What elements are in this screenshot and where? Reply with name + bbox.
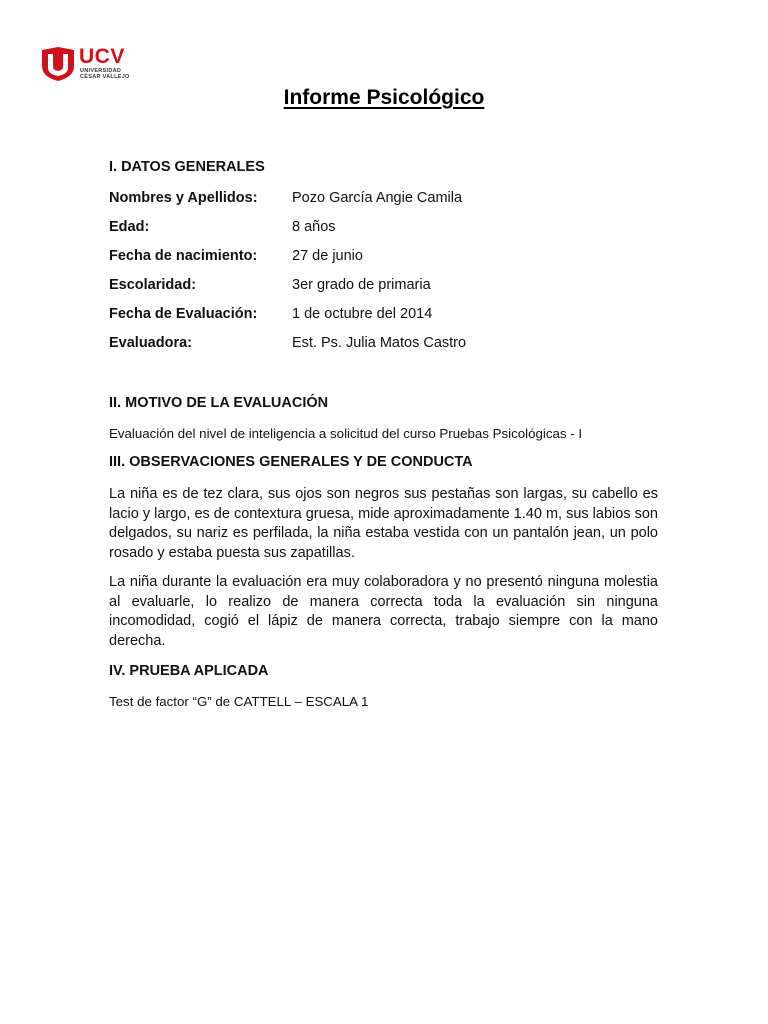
nombres-value: Pozo García Angie Camila — [292, 190, 463, 206]
section-datos-generales-heading: I. DATOS GENERALES — [109, 159, 265, 175]
section-observaciones-heading: III. OBSERVACIONES GENERALES Y DE CONDUCTA — [109, 454, 473, 470]
edad-value: 8 años — [292, 219, 336, 235]
observaciones-paragraph-1: La niña es de tez clara, sus ojos son negros sus pestañas son largas, su cabello es lacio y largo, es de contextura gruesa, mide aproximadamente 1.40 m, sus labios son delgados, su nariz es perfilada, la niña estaba vestida con un pantalón jean, un polo rosado y estaba puesta sus zapatillas. — [109, 486, 658, 561]
edad-label: Edad: — [109, 219, 150, 235]
prueba-text: Test de factor “G” de CATTELL – ESCALA 1 — [109, 694, 369, 709]
fecha-evaluacion-value: 1 de octubre del 2014 — [292, 306, 433, 322]
motivo-text: Evaluación del nivel de inteligencia a solicitud del curso Pruebas Psicológicas - I — [109, 426, 583, 441]
escolaridad-label: Escolaridad: — [109, 277, 197, 293]
logo-subtitle-line2: CÉSAR VALLEJO — [80, 74, 130, 80]
fecha-evaluacion-label: Fecha de Evaluación: — [109, 306, 258, 322]
escolaridad-value: 3er grado de primaria — [292, 277, 431, 293]
document-title: Informe Psicológico — [283, 86, 485, 109]
observaciones-paragraph-2: La niña durante la evaluación era muy colaboradora y no presentó ninguna molestia al evaluarle, lo realizo de manera correcta toda la evaluación sin ninguna incomodidad, cogió el lápiz de manera correcta, trabajo siempre con la mano derecha. — [109, 574, 658, 649]
nombres-label: Nombres y Apellidos: — [109, 190, 258, 206]
logo-subtitle-line1: UNIVERSIDAD — [80, 68, 122, 74]
evaluadora-value: Est. Ps. Julia Matos Castro — [292, 335, 467, 351]
evaluadora-label: Evaluadora: — [109, 335, 192, 351]
fecha-nacimiento-label: Fecha de nacimiento: — [109, 248, 258, 264]
university-shield-icon — [40, 46, 76, 82]
section-motivo-heading: II. MOTIVO DE LA EVALUACIÓN — [109, 395, 329, 411]
ucv-logo — [40, 46, 140, 86]
fecha-nacimiento-value: 27 de junio — [292, 248, 363, 264]
logo-subtitle — [80, 68, 130, 80]
section-prueba-heading: IV. PRUEBA APLICADA — [109, 663, 269, 679]
logo-wordmark: UCV — [79, 45, 125, 68]
